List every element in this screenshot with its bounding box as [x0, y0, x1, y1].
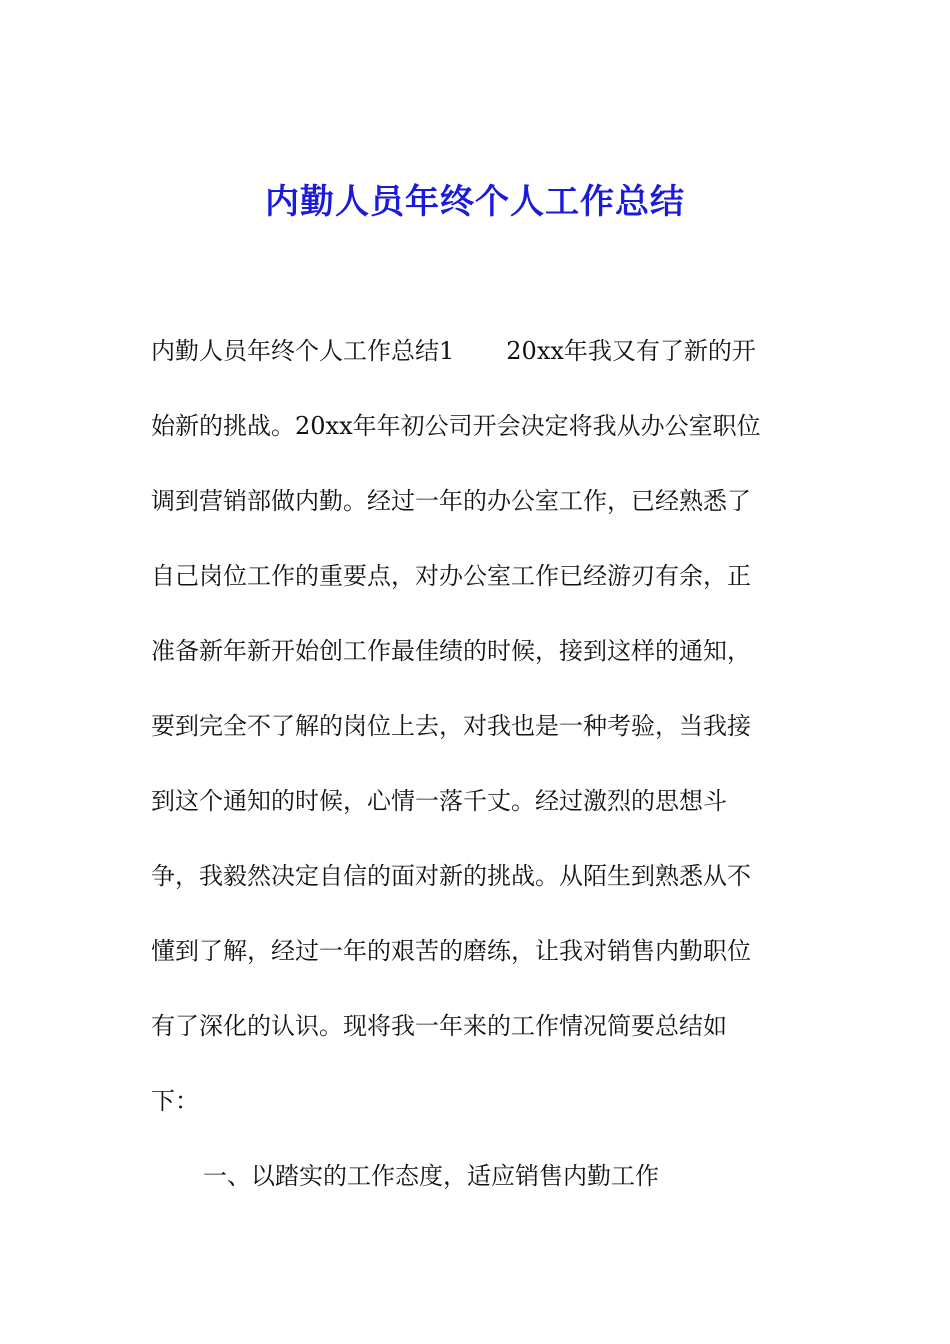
- paragraph-line: 始新的挑战。20xx年年初公司开会决定将我从办公室职位: [151, 412, 761, 440]
- paragraph-line: 自己岗位工作的重要点，对办公室工作已经游刃有余，正: [151, 562, 751, 590]
- paragraph-text: 20xx年我又有了新的开: [506, 337, 756, 365]
- paragraph-line: 到这个通知的时候，心情一落千丈。经过激烈的思想斗: [151, 787, 727, 815]
- paragraph-line: 准备新年新开始创工作最佳绩的时候，接到这样的通知，: [151, 637, 751, 665]
- section-heading-inline: 内勤人员年终个人工作总结1: [151, 337, 455, 365]
- paragraph-line: 懂到了解，经过一年的艰苦的磨练，让我对销售内勤职位: [151, 937, 751, 965]
- paragraph-line: 有了深化的认识。现将我一年来的工作情况简要总结如: [151, 1012, 727, 1040]
- paragraph-line: 要到完全不了解的岗位上去，对我也是一种考验，当我接: [151, 712, 751, 740]
- paragraph-line: 下：: [151, 1087, 199, 1115]
- section-heading: 一、以踏实的工作态度，适应销售内勤工作: [203, 1162, 659, 1190]
- document-title: 内勤人员年终个人工作总结: [265, 182, 685, 222]
- paragraph-line: [151, 331, 756, 371]
- paragraph-line: 调到营销部做内勤。经过一年的办公室工作，已经熟悉了: [151, 487, 751, 515]
- paragraph-line: 争，我毅然决定自信的面对新的挑战。从陌生到熟悉从不: [151, 862, 751, 890]
